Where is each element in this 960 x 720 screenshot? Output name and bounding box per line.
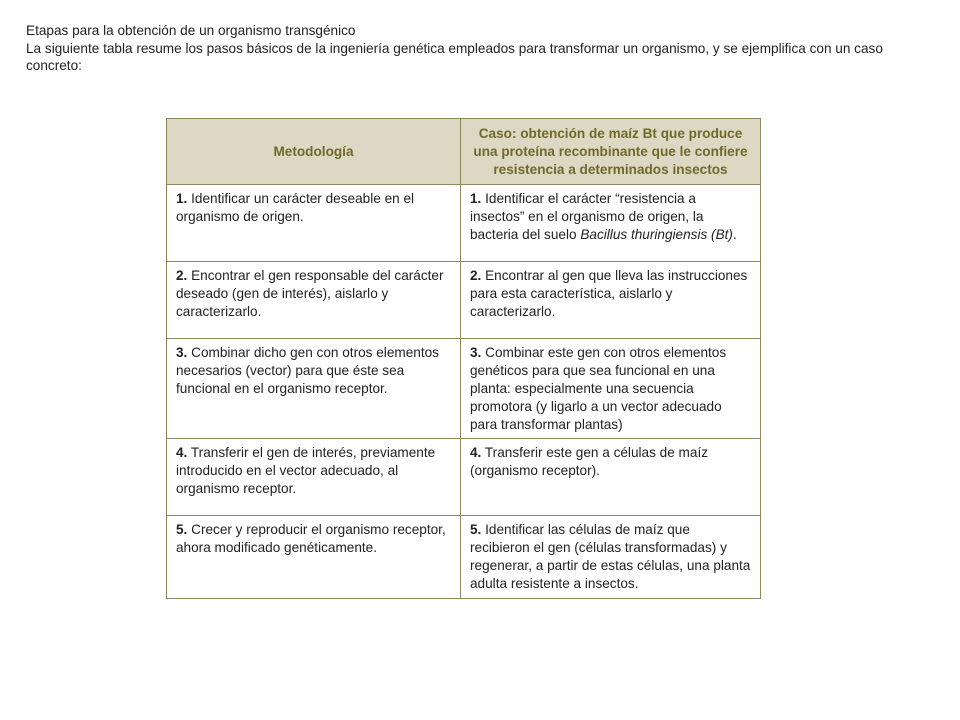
methodology-cell xyxy=(167,185,461,262)
intro-text xyxy=(26,22,926,75)
header-case: Caso: obtención de maíz Bt que produce una proteína recombinante que le confiere resistencia a determinados insectos xyxy=(461,119,761,185)
case-text: Identificar las células de maíz que recibieron el gen (células transformadas) y regenerar, a partir de estas células, una planta adulta resistente a insectos. xyxy=(470,522,751,591)
case-text: Encontrar al gen que lleva las instrucciones para esta característica, aislarlo y caracterizarlo. xyxy=(470,268,748,319)
methodology-cell xyxy=(167,516,461,598)
case-cell xyxy=(461,516,761,598)
case-text-italic: Bacillus thuringiensis (Bt) xyxy=(580,226,733,242)
case-cell xyxy=(461,262,761,339)
methodology-text: Combinar dicho gen con otros elementos necesarios (vector) para que éste sea funcional en el organismo receptor. xyxy=(176,345,439,396)
table-row xyxy=(167,185,761,262)
methodology-text: Identificar un carácter deseable en el organismo de origen. xyxy=(176,191,415,225)
header-methodology: Metodología xyxy=(167,119,461,185)
methodology-text: Transferir el gen de interés, previamente introducido en el vector adecuado, al organismo receptor. xyxy=(176,445,436,496)
step-number: 3. xyxy=(470,345,482,361)
table-row xyxy=(167,262,761,339)
document-description: La siguiente tabla resume los pasos básicos de la ingeniería genética empleados para transformar un organismo, y se ejemplifica con un caso concreto: xyxy=(26,40,883,73)
step-number: 5. xyxy=(470,522,482,538)
methodology-cell xyxy=(167,339,461,439)
step-number: 4. xyxy=(470,445,482,461)
step-number: 2. xyxy=(470,268,482,284)
step-number: 4. xyxy=(176,445,188,461)
case-text-end: . xyxy=(732,226,737,242)
table-row xyxy=(167,516,761,598)
table-row xyxy=(167,339,761,439)
step-number: 2. xyxy=(176,268,188,284)
methodology-cell xyxy=(167,439,461,516)
case-cell xyxy=(461,185,761,262)
step-number: 5. xyxy=(176,522,188,538)
step-number: 1. xyxy=(470,191,482,207)
methodology-text: Crecer y reproducir el organismo receptor, ahora modificado genéticamente. xyxy=(176,522,446,556)
case-text: Identificar el carácter “resistencia a insectos” en el organismo de origen, la bacteria del suelo xyxy=(470,191,704,242)
steps-table xyxy=(166,118,761,599)
step-number: 3. xyxy=(176,345,188,361)
case-cell xyxy=(461,439,761,516)
table-header-row xyxy=(167,119,761,185)
methodology-cell xyxy=(167,262,461,339)
table-row xyxy=(167,439,761,516)
methodology-text: Encontrar el gen responsable del carácter deseado (gen de interés), aislarlo y caracterizarlo. xyxy=(176,268,444,319)
case-text: Transferir este gen a células de maíz (organismo receptor). xyxy=(470,445,709,479)
step-number: 1. xyxy=(176,191,188,207)
case-cell xyxy=(461,339,761,439)
case-text: Combinar este gen con otros elementos genéticos para que sea funcional en una planta: especialmente una secuencia promotora (y ligarlo a un vector adecuado para transformar plantas) xyxy=(470,345,727,432)
document-title: Etapas para la obtención de un organismo transgénico xyxy=(26,23,356,38)
